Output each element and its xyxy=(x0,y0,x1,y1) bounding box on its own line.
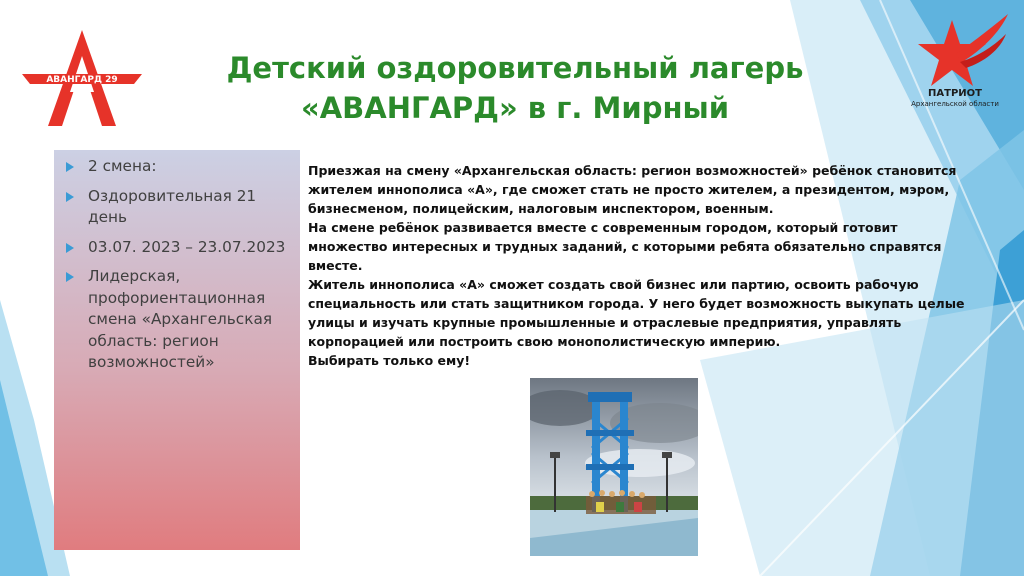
camp-photo xyxy=(530,378,698,556)
bullet-arrow-icon xyxy=(66,162,74,172)
bullet-arrow-icon xyxy=(66,192,74,202)
bullet-text: 2 смена: xyxy=(88,157,157,175)
bullet-item xyxy=(62,266,294,374)
paragraph: На смене ребёнок развивается вместе с современным городом, который готовит множество интересных и трудных заданий, с которыми ребята обязательно справятся вместе. xyxy=(308,220,942,273)
bullet-item xyxy=(62,186,294,229)
paragraph: Выбирать только ему! xyxy=(308,353,471,368)
paragraph: Житель иннополиса «А» сможет создать свой бизнес или партию, освоить рабочую специальность или стать защитником города. У него будет возможность выкупать целые улицы и изучать крупные промышленные и отраслевые предприятия, управлять корпорацией или построить свою монополистическую империю. xyxy=(308,277,965,349)
bullet-text: Оздоровительная 21 день xyxy=(88,186,257,226)
patriot-logo-region: Архангельской области xyxy=(911,100,999,108)
title-line-1: Детский оздоровительный лагерь xyxy=(226,51,804,85)
bullet-text: Лидерская, профориентационная смена «Архангельская область: регион возможностей» xyxy=(88,267,273,371)
bullet-arrow-icon xyxy=(66,272,74,282)
bullet-arrow-icon xyxy=(66,243,74,253)
bullet-item xyxy=(62,237,294,259)
description-text xyxy=(308,161,968,370)
title-line-2: «АВАНГАРД» в г. Мирный xyxy=(300,91,730,125)
info-panel xyxy=(54,150,300,550)
paragraph: Приезжая на смену «Архангельская область: регион возможностей» ребёнок становится жителем иннополиса «А», где сможет стать не просто жителем, а президентом, мэром, бизнесменом, полицейским, налоговым инспектором, военным. xyxy=(308,163,957,216)
avangard-logo-icon xyxy=(22,26,142,130)
page-title xyxy=(150,48,880,128)
bullet-list xyxy=(54,150,300,374)
avangard-logo-text: АВАНГАРД 29 xyxy=(46,75,118,85)
patriot-logo-name: ПАТРИОТ xyxy=(928,88,982,99)
bullet-text: 03.07. 2023 – 23.07.2023 xyxy=(88,237,286,256)
bullet-item xyxy=(62,156,294,178)
